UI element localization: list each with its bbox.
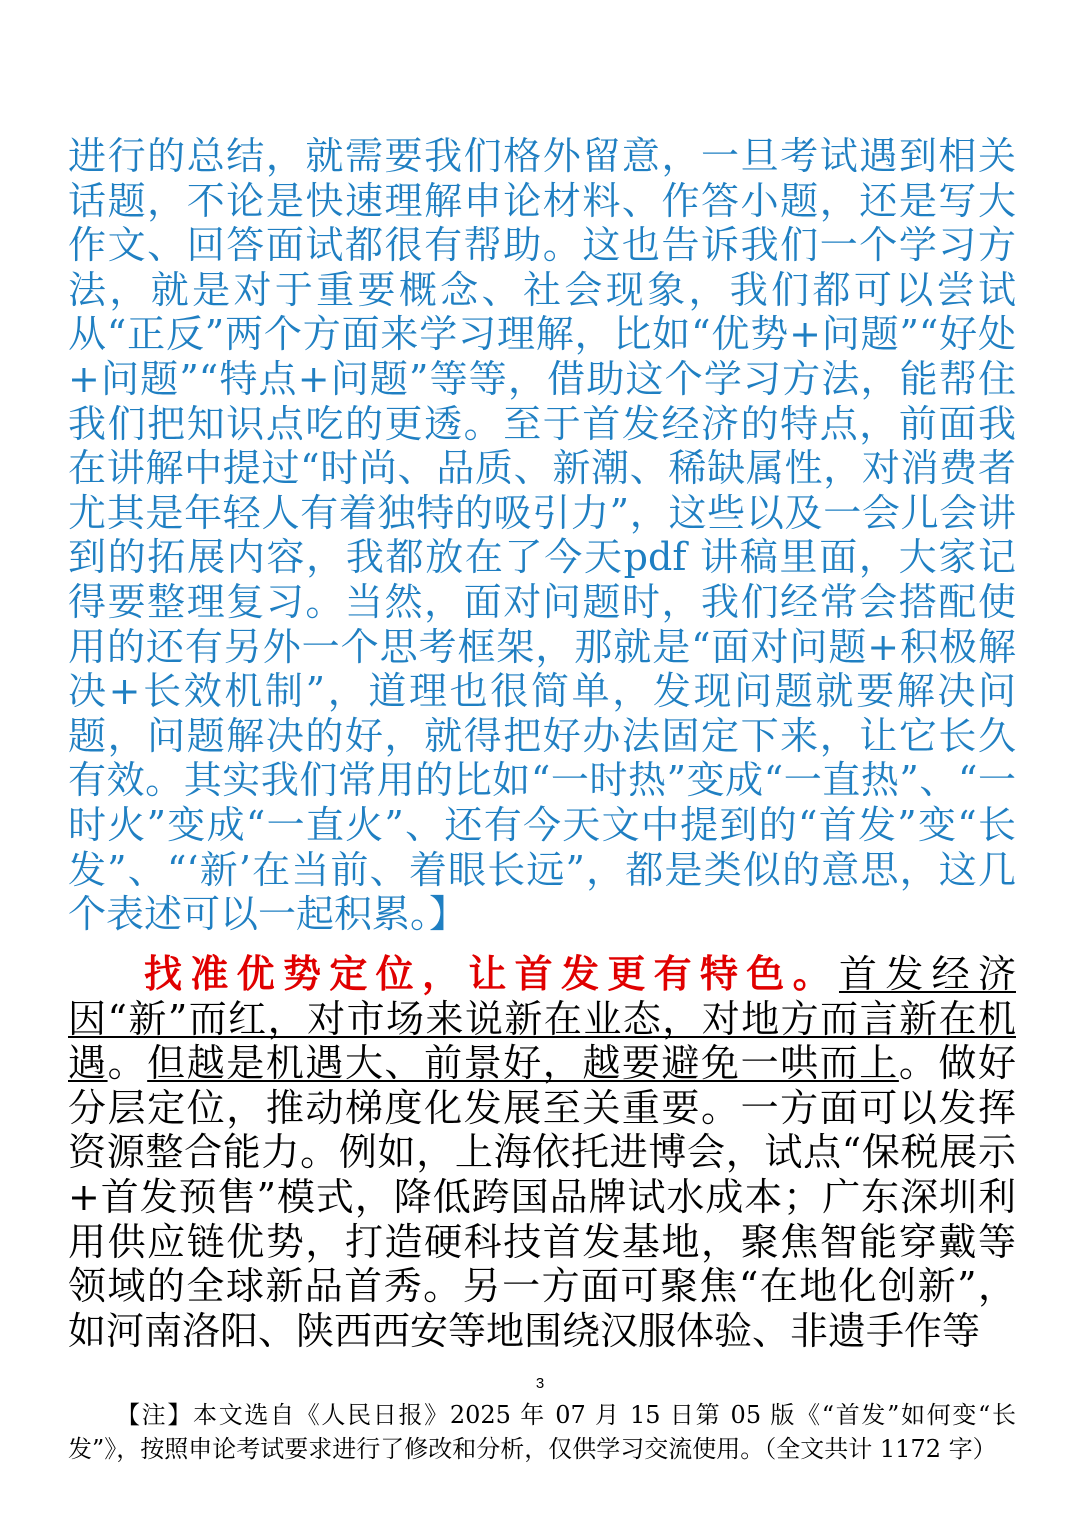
sentence-separator: 。	[107, 1041, 148, 1086]
underlined-sentence-1: 首发经济因“新”而红，对市场来说新在业态，对地方而言新在机遇	[68, 952, 1016, 1086]
body-paragraph	[68, 952, 1016, 1353]
source-footnote: 【注】本文选自《人民日报》2025 年 07 月 15 日第 05 版《“首发”如何变“长发”》，按照申论考试要求进行了修改和分析，仅供学习交流使用。（全文共计 1172 字）	[68, 1401, 1016, 1463]
section-heading: 找准优势定位，让首发更有特色。	[144, 951, 839, 996]
analysis-comment-paragraph: 进行的总结，就需要我们格外留意，一旦考试遇到相关话题，不论是快速理解申论材料、作答小题，还是写大作文、回答面试都很有帮助。这也告诉我们一个学习方法，就是对于重要概念、社会现象，我们都可以尝试从“正反”两个方面来学习理解，比如“优势+问题”“好处+问题”“特点+问题”等等，借助这个学习方法，能帮住我们把知识点吃的更透。至于首发经济的特点，前面我在讲解中提过“时尚、品质、新潮、稀缺属性，对消费者尤其是年轻人有着独特的吸引力”，这些以及一会儿会讲到的拓展内容，我都放在了今天pdf 讲稿里面，大家记得要整理复习。当然，面对问题时，我们经常会搭配使用的还有另外一个思考框架，那就是“面对问题+积极解决+长效机制”，道理也很简单，发现问题就要解决问题，问题解决的好，就得把好办法固定下来，让它长久有效。其实我们常用的比如“一时热”变成“一直热”、“一时火”变成“一直火”、还有今天文中提到的“首发”变“长发”、“‘新’在当前、着眼长远”，都是类似的意思，这几个表述可以一起积累。】	[68, 134, 1016, 937]
body-remaining-text: 。做好分层定位，推动梯度化发展至关重要。一方面可以发挥资源整合能力。例如，上海依托进博会，试点“保税展示+首发预售”模式，降低跨国品牌试水成本；广东深圳利用供应链优势，打造硬科技首发基地，聚焦智能穿戴等领域的全球新品首秀。另一方面可聚焦“在地化创新”，如河南洛阳、陕西西安等地围绕汉服体验、非遗手作等	[68, 1041, 1016, 1353]
page-number: 3	[535, 1375, 545, 1392]
underlined-sentence-2: 但越是机遇大、前景好，越要避免一哄而上	[147, 1041, 899, 1086]
